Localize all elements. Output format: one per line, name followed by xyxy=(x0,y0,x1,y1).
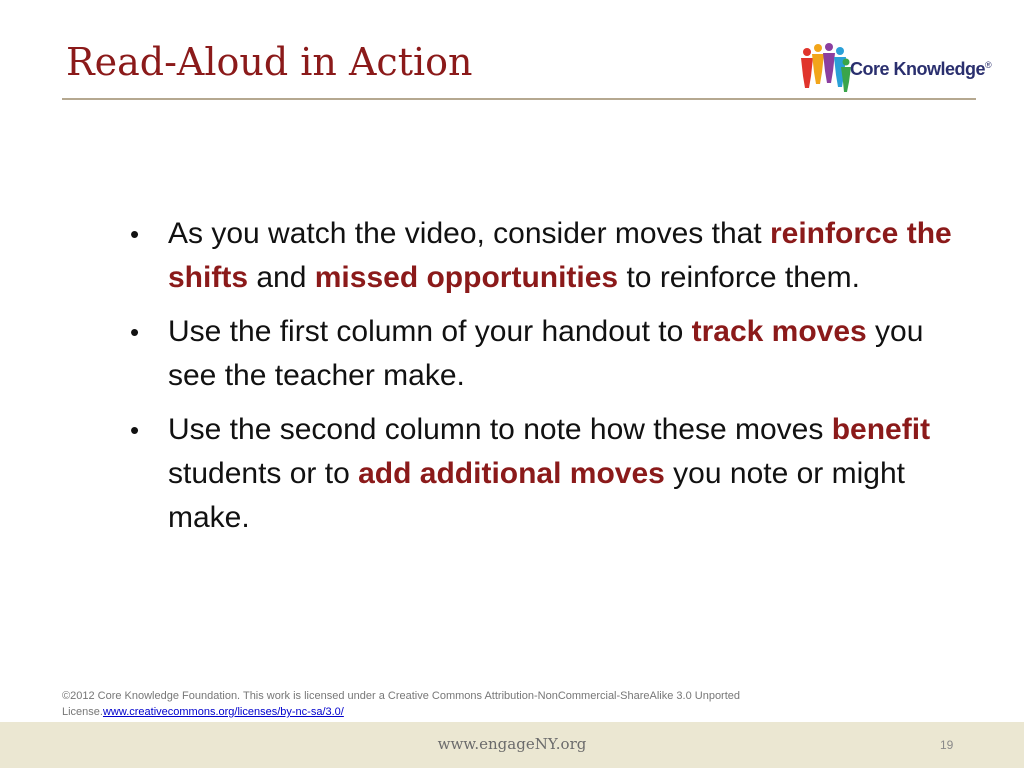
license-link[interactable]: www.creativecommons.org/licenses/by-nc-sa/3.0/ xyxy=(102,706,344,718)
bullet-item xyxy=(130,310,970,398)
bullet-highlight: missed opportunities xyxy=(314,261,619,294)
bullet-text: you see the teacher make. xyxy=(168,315,924,392)
bullet-text: students or to xyxy=(168,457,359,490)
people-logo-icon xyxy=(798,42,852,94)
bullet-text: and xyxy=(248,261,315,294)
bullet-text: Use the first column of your handout to xyxy=(168,315,692,348)
bullet-marker: • xyxy=(130,219,140,249)
license-notice xyxy=(62,688,882,720)
bullet-marker: • xyxy=(130,317,140,347)
logo-wordmark: Core Knowledge® xyxy=(850,59,992,79)
bullet-text: Use the second column to note how these moves xyxy=(168,413,832,446)
page-number: 19 xyxy=(940,738,954,752)
bullet-item xyxy=(130,212,970,300)
bullet-highlight: add additional moves xyxy=(358,457,665,490)
license-text: ©2012 Core Knowledge Foundation. This work is licensed under a Creative Commons Attribution-NonCommercial-ShareAlike 3.0 Unported License. xyxy=(62,690,741,718)
footer-bar xyxy=(0,722,1024,768)
slide-title: Read-Aloud in Action xyxy=(66,40,473,84)
bullet-text: As you watch the video, consider moves that xyxy=(168,217,770,250)
bullet-highlight: track moves xyxy=(691,315,867,348)
bullet-item xyxy=(130,408,970,540)
bullet-marker: • xyxy=(130,415,140,445)
core-knowledge-logo xyxy=(798,42,992,94)
bullet-text: to reinforce them. xyxy=(618,261,860,294)
title-divider xyxy=(62,98,976,100)
footer-url: www.engageNY.org xyxy=(437,735,587,753)
bullet-highlight: benefit xyxy=(831,413,931,446)
bullet-text: you note or might make. xyxy=(168,457,905,534)
bullet-list xyxy=(130,212,970,550)
bullet-highlight: reinforce the shifts xyxy=(168,217,952,294)
